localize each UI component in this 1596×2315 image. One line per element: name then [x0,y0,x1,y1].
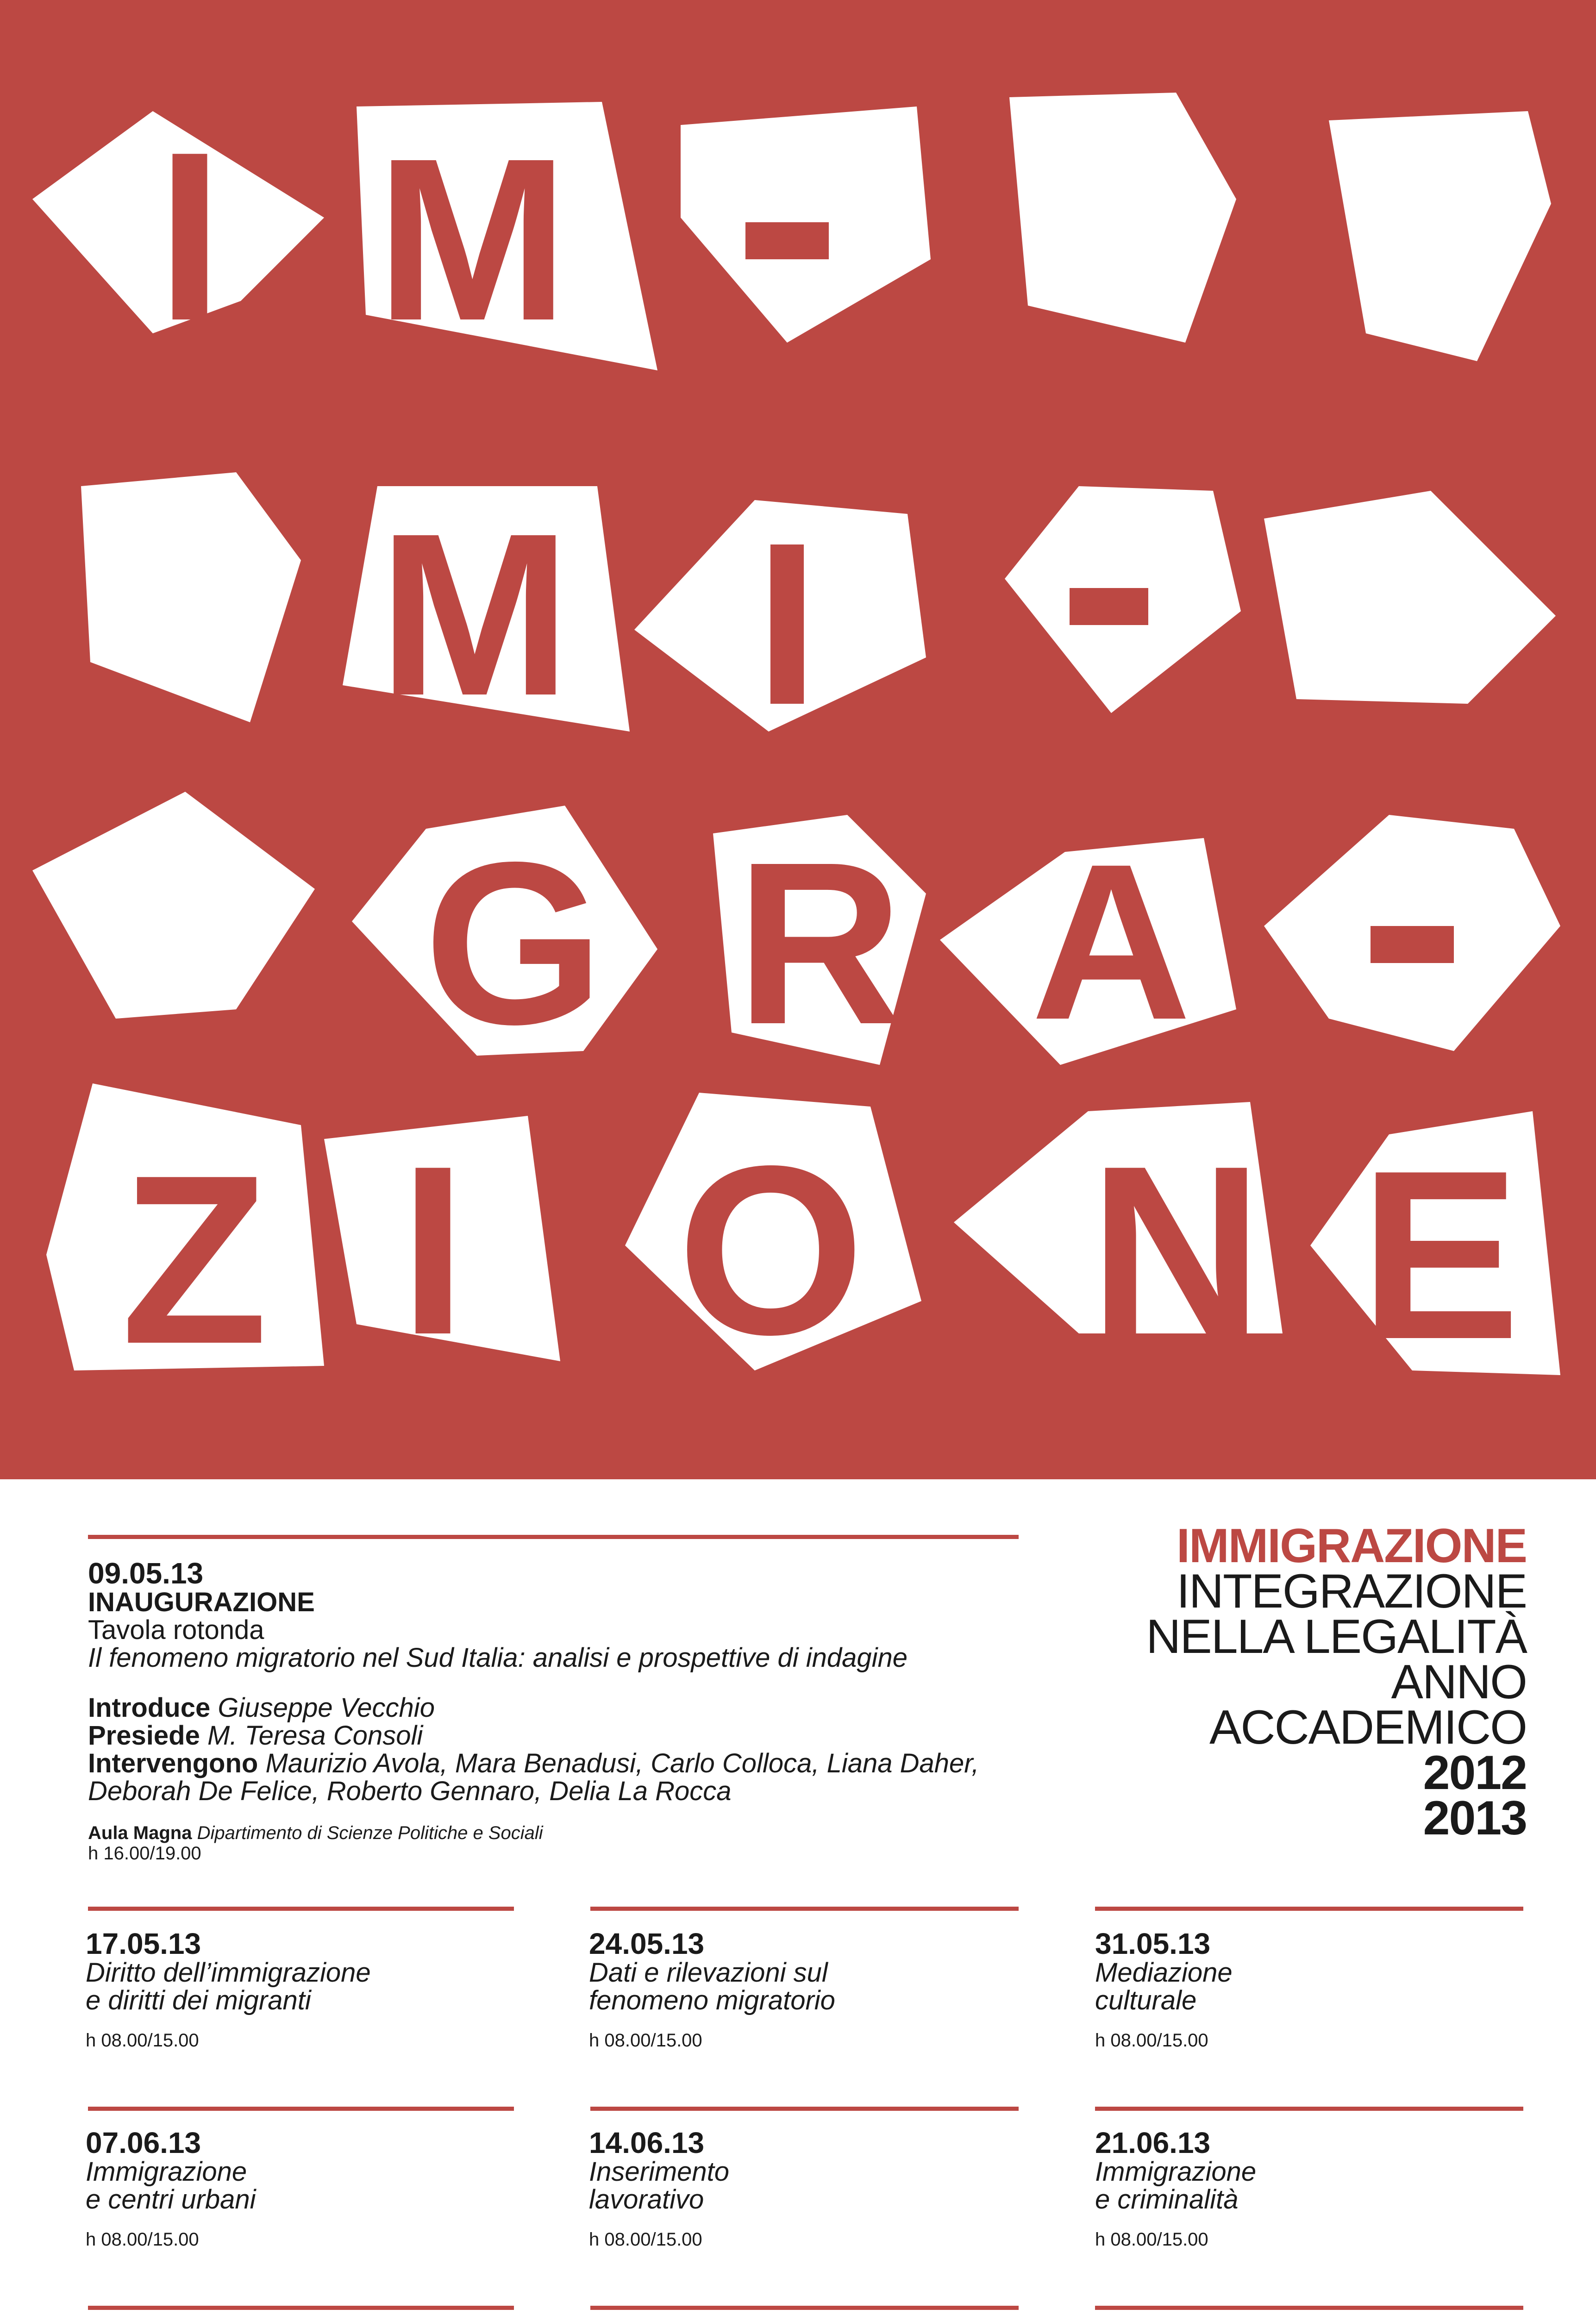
session-subtitle: Il fenomeno migratorio nel Sud Italia: analisi e prospettive di indagine [88,1643,908,1673]
title-line: IMMIGRAZIONE [1177,1519,1527,1573]
speaker-line: Deborah De Felice, Roberto Gennaro, Delia La Rocca [88,1776,732,1806]
session-hours: h 08.00/15.00 [1095,2229,1208,2250]
session-date: 14.06.13 [589,2126,705,2159]
title-year: 2012 [1423,1746,1527,1800]
divider [88,1907,514,1911]
divider [88,2306,514,2310]
session-title: e criminalità [1095,2184,1239,2215]
session-card [1095,1928,1558,2051]
hero-letter: I [755,494,820,753]
divider [1095,2306,1523,2310]
session-hours: h 16.00/19.00 [88,1843,201,1864]
hero-letter: R [736,813,903,1072]
hero-letter: M [376,110,569,369]
opening-session [88,1558,1153,1864]
hero-letter: I [156,102,224,371]
session-date: 09.05.13 [88,1557,204,1590]
hero-hyphen [1371,926,1454,963]
hero-letter: Z [121,1125,268,1394]
session-hours: h 08.00/15.00 [1095,2030,1208,2051]
divider [88,1535,1019,1539]
hero-letter: O [677,1116,865,1385]
session-title: Inserimento [589,2157,730,2187]
session-title: Mediazione [1095,1958,1233,1988]
hero-letter: A [1031,817,1192,1066]
speaker-line: Introduce Giuseppe Vecchio [88,1693,435,1723]
hero-letter: E [1359,1120,1521,1389]
session-date: 24.05.13 [589,1927,705,1960]
title-year: 2013 [1423,1791,1527,1845]
venue: Aula Magna Dipartimento di Scienze Politiche e Sociali [88,1823,543,1843]
session-card [589,1928,1075,2051]
session-title: Diritto dell’immigrazione [86,1958,371,1988]
divider [1095,2107,1523,2111]
hero-hyphen [745,222,829,259]
session-title: e diritti dei migranti [86,1985,311,2015]
hero-hyphen [1070,588,1148,625]
speaker-line: Presiede M. Teresa Consoli [88,1721,423,1751]
title-line: INTEGRAZIONE [1176,1564,1527,1618]
session-date: 21.06.13 [1095,2126,1211,2159]
divider [590,2107,1019,2111]
session-hours: h 08.00/15.00 [589,2030,702,2051]
event-title [1146,1519,1527,1845]
hero-letter: M [378,485,571,744]
session-hours: h 08.00/15.00 [86,2229,199,2250]
session-title: culturale [1095,1985,1197,2015]
divider [590,1907,1019,1911]
session-title: Dati e rilevazioni sul [589,1958,828,1988]
tile [1329,111,1551,361]
session-card [86,1928,572,2051]
session-title: Immigrazione [1095,2157,1257,2187]
session-title: Immigrazione [86,2157,247,2187]
session-hours: h 08.00/15.00 [589,2229,702,2250]
session-date: 17.05.13 [86,1927,201,1960]
session-card [86,2127,572,2250]
session-card [589,2127,1075,2250]
session-card [1095,2127,1558,2250]
title-line: NELLA LEGALITÀ [1146,1610,1527,1664]
title-line: ANNO [1391,1655,1527,1709]
tile [81,472,301,722]
session-title: e centri urbani [86,2184,256,2215]
session-date: 07.06.13 [86,2126,201,2159]
session-title: lavorativo [589,2184,704,2215]
tile [1264,491,1556,704]
session-date: 31.05.13 [1095,1927,1211,1960]
title-line: ACCADEMICO [1209,1701,1527,1754]
hero-letter: G [424,813,604,1072]
divider [590,2306,1019,2310]
hero-letter: I [399,1116,467,1385]
session-title: fenomeno migratorio [589,1985,835,2015]
session-type: Tavola rotonda [88,1615,264,1645]
hero-letter: N [1089,1116,1263,1385]
speaker-line: Intervengono Maurizio Avola, Mara Benadusi, Carlo Colloca, Liana Daher, [88,1748,979,1778]
session-heading: INAUGURAZIONE [88,1587,315,1617]
divider [88,2107,514,2111]
session-hours: h 08.00/15.00 [86,2030,199,2051]
tile [32,792,315,1019]
tile [1009,93,1236,343]
divider [1095,1907,1523,1911]
